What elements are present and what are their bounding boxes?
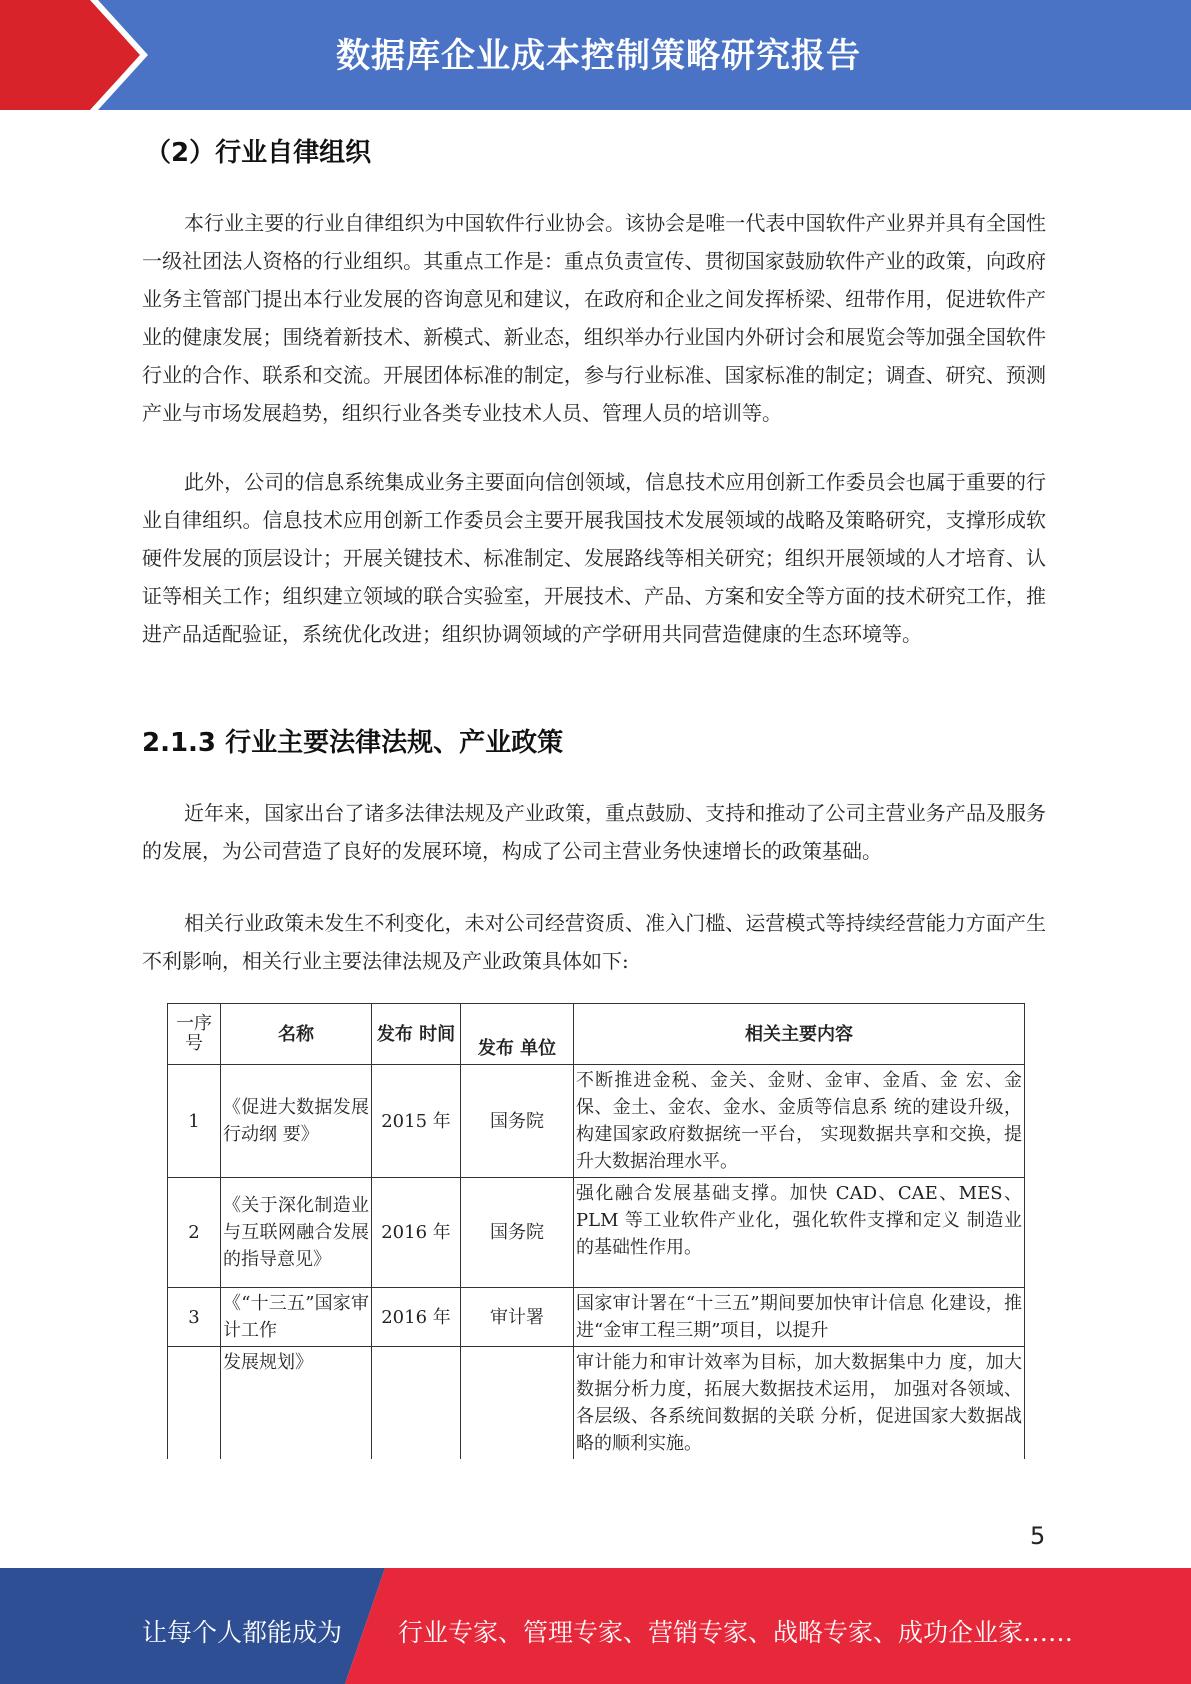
row-content: 审计能力和审计效率为目标，加大数据集中力 度，加大数据分析力度，拓展大数据技术运用， 加强对各领域、各层级、各系统间数据的关联 分析，促进国家大数据战略的顺利实施。 — [574, 1347, 1025, 1460]
row-date: 2015 年 — [372, 1065, 461, 1178]
row-org — [461, 1347, 574, 1460]
row-org: 审计署 — [461, 1288, 574, 1347]
table-row — [168, 1065, 1025, 1178]
header-name: 名称 — [221, 1004, 372, 1065]
row-content: 不断推进金税、金关、金财、金审、金盾、金 宏、金保、金土、金农、金水、金质等信息系 统的建设升级，构建国家政府数据统一平台， 实现数据共享和交换，提升大数据治理水平。 — [574, 1065, 1025, 1178]
section-heading: 2.1.3 行业主要法律法规、产业政策 — [142, 728, 564, 758]
header-content: 相关主要内容 — [574, 1004, 1025, 1065]
row-seq: 3 — [168, 1288, 221, 1347]
row-org: 国务院 — [461, 1065, 574, 1178]
paragraph-3: 近年来，国家出台了诸多法律法规及产业政策，重点鼓励、支持和推动了公司主营业务产品及服务的发展，为公司营造了良好的发展环境，构成了公司主营业务快速增长的政策基础。 — [142, 801, 1046, 863]
row-content: 强化融合发展基础支撑。加快 CAD、CAE、MES、PLM 等工业软件产业化，强化软件支撑和定义 制造业的基础性作用。 — [574, 1178, 1025, 1288]
header-date: 发布 时间 — [372, 1004, 461, 1065]
paragraph-2: 此外，公司的信息系统集成业务主要面向信创领域，信息技术应用创新工作委员会也属于重要的行业自律组织。信息技术应用创新工作委员会主要开展我国技术发展领域的战略及策略研究，支撑形成软硬件发展的顶层设计；开展关键技术、标准制定、发展路线等相关研究；组织开展领域的人才培育、认证等相关工作；组织建立领域的联合实验室，开展技术、产品、方案和安全等方面的技术研究工作，推进产品适配验证，系统优化改进；组织协调领域的产学研用共同营造健康的生态环境等。 — [142, 470, 1046, 646]
paragraph-4: 相关行业政策未发生不利变化，未对公司经营资质、准入门槛、运营模式等持续经营能力方面产生不利影响，相关行业主要法律法规及产业政策具体如下: — [142, 911, 1046, 973]
paragraph-1: 本行业主要的行业自律组织为中国软件行业协会。该协会是唯一代表中国软件产业界并具有全国性一级社团法人资格的行业组织。其重点工作是：重点负责宣传、贯彻国家鼓励软件产业的政策，向政府业务主管部门提出本行业发展的咨询意见和建议，在政府和企业之间发挥桥梁、纽带作用，促进软件产业的健康发展；围绕着新技术、新模式、新业态，组织举办行业国内外研讨会和展览会等加强全国软件行业的合作、联系和交流。开展团体标准的制定，参与行业标准、国家标准的制定；调查、研究、预测产业与市场发展趋势，组织行业各类专业技术人员、管理人员的培训等。 — [142, 211, 1046, 425]
header-red-arrow — [0, 0, 148, 110]
row-seq — [168, 1347, 221, 1460]
page-number: 5 — [1030, 1522, 1046, 1550]
header-title: 数据库企业成本控制策略研究报告 — [336, 36, 861, 76]
row-date: 2016 年 — [372, 1178, 461, 1288]
row-name: 发展规划》 — [221, 1347, 372, 1460]
row-date: 2016 年 — [372, 1288, 461, 1347]
row-date — [372, 1347, 461, 1460]
row-name: 《关于深化制造业与互联网融合发展的指导意见》 — [221, 1178, 372, 1288]
header-seq: 一序号 — [168, 1004, 221, 1065]
row-org: 国务院 — [461, 1178, 574, 1288]
footer-slogan-right: 行业专家、管理专家、营销专家、战略专家、成功企业家…… — [398, 1618, 1074, 1647]
row-seq: 2 — [168, 1178, 221, 1288]
header-org: 发布 单位 — [461, 1004, 574, 1065]
table-row — [168, 1178, 1025, 1288]
subsection-heading: （2）行业自律组织 — [145, 138, 372, 168]
row-name: 《“十三五”国家审计工作 — [221, 1288, 372, 1347]
policy-table — [167, 1003, 1025, 1459]
table-header-row — [168, 1004, 1025, 1065]
page-header — [0, 0, 1191, 110]
table-row — [168, 1347, 1025, 1460]
row-content: 国家审计署在“十三五”期间要加快审计信息 化建设，推进“金审工程三期”项目，以提升 — [574, 1288, 1025, 1347]
row-seq: 1 — [168, 1065, 221, 1178]
page-footer — [0, 1568, 1191, 1684]
footer-slogan-left: 让每个人都能成为 — [142, 1618, 343, 1647]
table-row — [168, 1288, 1025, 1347]
row-name: 《促进大数据发展行动纲 要》 — [221, 1065, 372, 1178]
